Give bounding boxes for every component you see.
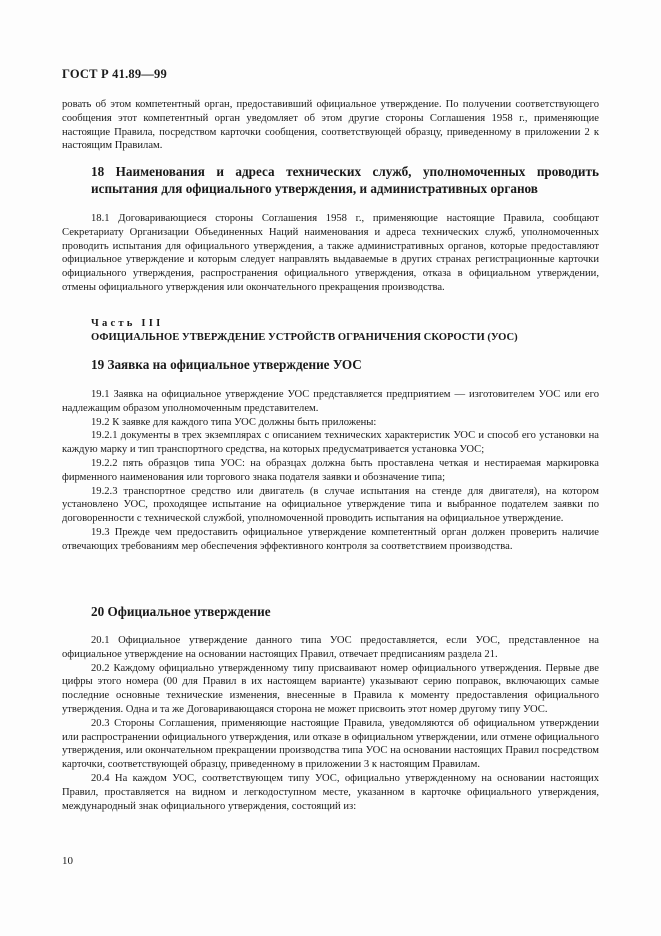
part-heading [91,317,599,345]
section-19-heading: 19 Заявка на официальное утверждение УОС [91,357,362,372]
paragraph: 19.3 Прежде чем предоставить официальное утверждение компетентный орган должен проверить наличие отвечающих требованиям мер обеспечения эффективного контроля за соответствием производства. [62,526,599,552]
part-title: ОФИЦИАЛЬНОЕ УТВЕРЖДЕНИЕ УСТРОЙСТВ ОГРАНИЧЕНИЯ СКОРОСТИ (УОС) [91,332,518,343]
intro-paragraph [62,98,599,153]
paragraph: 20.4 На каждом УОС, соответствующем типу УОС, официально утвержденному на основании настоящих Правил, проставляется на видном и легкодоступном месте, указанном в карточке официального утверждения, международный знак официального утверждения, состоящий из: [62,772,599,812]
document-header: ГОСТ Р 41.89—99 [62,67,167,81]
paragraph: 19.2.3 транспортное средство или двигатель (в случае испытания на стенде для двигателя), на котором установлено УОС, проходящее испытание на официальное утверждение типа и выбранное подателем заявки по договоренности с технической службой, уполномоченной проводить испытания на официальное утверждение. [62,485,599,525]
paragraph: 19.1 Заявка на официальное утверждение УОС представляется предприятием — изготовителем УОС или его надлежащим образом уполномоченным представителем. [62,389,599,414]
paragraph: ровать об этом компетентный орган, предоставивший официальное утверждение. По получении соответствующего сообщения этот компетентный орган уведомляет об этом другие стороны Соглашения 1958 г., применяющие настоящие Правила, посредством карточки сообщения, соответствующей образцу, приведенному в приложении 2 к настоящим Правилам. [62,99,599,152]
section-18-heading: 18 Наименования и адреса технических служб, уполномоченных проводить испытания для официального утверждения, и административных органов [91,164,599,196]
page-number: 10 [62,855,73,867]
part-label: Часть III [91,318,164,329]
section-20-heading: 20 Официальное утверждение [91,604,271,619]
paragraph: 18.1 Договаривающиеся стороны Соглашения 1958 г., применяющие настоящие Правила, сообщают Секретариату Организации Объединенных Наций наименования и адреса технических служб, уполномоченных проводить испытания для официального утверждения, а также административных органов, которые предоставляют официальное утверждение и которым следует направлять выдаваемые в других странах регистрационные карточки официального утверждения, распространения официального утверждения, отказа в официальном утверждении, отмены официального утверждения или окончательного прекращения производства. [62,213,599,293]
paragraph: 19.2 К заявке для каждого типа УОС должны быть приложены: [91,416,377,428]
paragraph: 20.3 Стороны Соглашения, применяющие настоящие Правила, уведомляются об официальном утверждении или распространении официального утверждения, или отказе в официальном утверждении, или отмене официального утверждения, или окончательном прекращении производства типа УОС на основании настоящих Правил посредством карточки, соответствующей образцу, приведенному в приложении 3 к настоящим Правилам. [62,717,599,771]
paragraph: 20.1 Официальное утверждение данного типа УОС предоставляется, если УОС, представленное на официальное утверждение на основании настоящих Правил, отвечает предписаниям раздела 21. [62,635,599,660]
paragraph: 19.2.1 документы в трех экземплярах с описанием технических характеристик УОС и способ его установки на каждую марку и тип транспортного средства, на которых предусматривается установка УОС; [62,430,599,456]
paragraph: 19.2.2 пять образцов типа УОС: на образцах должна быть проставлена четкая и нестираемая маркировка фирменного наименования или торгового знака подателя заявки и обозначение типа; [62,457,599,483]
section-20-body [62,634,599,813]
section-18-body [62,212,599,295]
section-19-body [62,388,599,554]
paragraph: 20.2 Каждому официально утвержденному типу присваивают номер официального утверждения. Первые две цифры этого номера (00 для Правил в их настоящем варианте) указывают серию поправок, включающих самые последние основные технические изменения, внесенные в Правила к моменту предоставления официального утверждения. Одна и та же Договаривающаяся сторона не может присвоить этот номер другому типу УОС. [62,662,599,715]
